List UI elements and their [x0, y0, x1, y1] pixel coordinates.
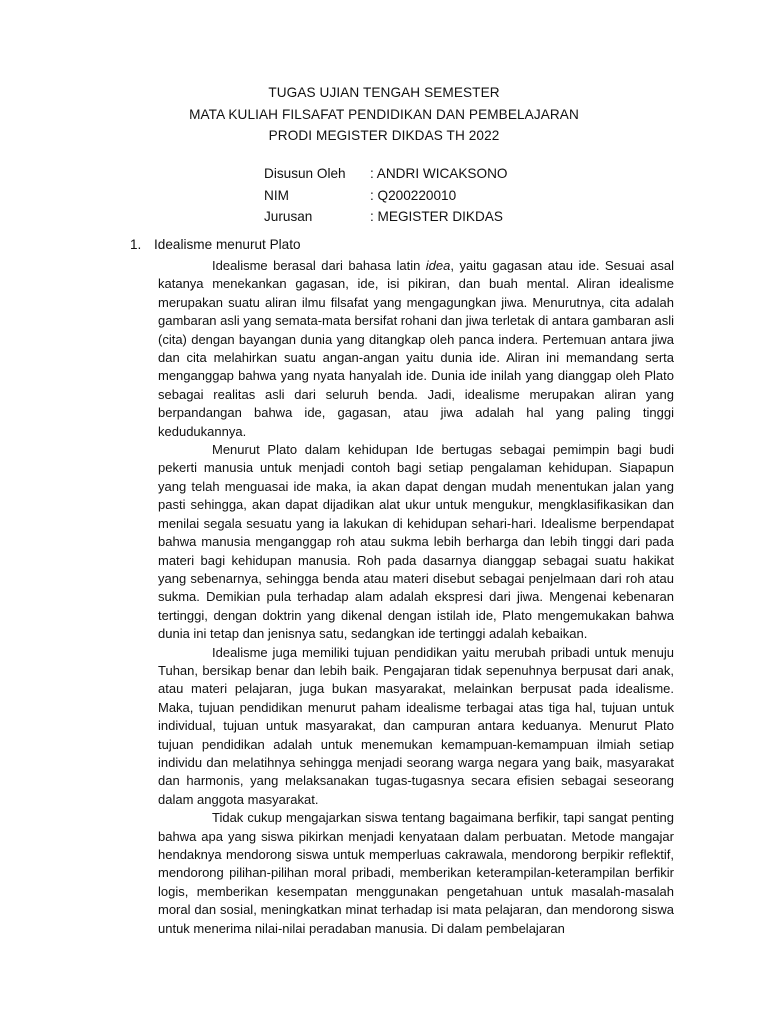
paragraph-1-start: Idealisme berasal dari bahasa latin [212, 258, 426, 273]
department-value: : MEGISTER DIKDAS [370, 209, 503, 224]
document-heading-line-3: PRODI MEGISTER DIKDAS TH 2022 [268, 128, 500, 143]
author-name-value: : ANDRI WICAKSONO [370, 166, 508, 181]
paragraph-2: Menurut Plato dalam kehidupan Ide bertugas sebagai pemimpin bagi budi pekerti manusia untuk menjadi contoh bagi setiap pengalaman kehidupan. Siapapun yang telah menguasai ide maka, ia akan dapat dengan mudah menentukan jalan yang pasti sehingga, akan dapat dijadikan alat ukur untuk mengukur, mengklasifikasikan dan menilai segala sesuatu yang ia lakukan di kehidupan sehari-hari. Idealisme berpendapat bahwa manusia menganggap roh atau sukma lebih berharga dan lebih tinggi dari pada materi bagi kehidupan manusia. Roh pada dasarnya dianggap sebagai suatu hakikat yang sebenarnya, sehingga benda atau materi disebut sebagai penjelmaan dari roh atau sukma. Demikian pula terhadap alam adalah ekspresi dari jiwa. Mengenai kebenaran tertinggi, dengan doktrin yang dikenal dengan istilah ide, Plato mengemukakan bahwa dunia ini tetap dan jenisnya satu, sedangkan ide tertinggi adalah kebaikan. [158, 442, 674, 642]
paragraph-4: Tidak cukup mengajarkan siswa tentang bagaimana berfikir, tapi sangat penting bahwa apa yang siswa pikirkan menjadi kenyataan dalam perbuatan. Metode mangajar hendaknya mendorong siswa untuk memperluas cakrawala, mendorong berpikir reflektif, mendorong pilihan-pilihan moral pribadi, memberikan keterampilan-keterampilan berfikir logis, memberikan kesempatan menggunakan pengetahuan untuk masalah-masalah moral dan sosial, meningkatkan minat terhadap isi mata pelajaran, dan mendorong siswa untuk menerima nilai-nilai peradaban manusia. Di dalam pembelajaran [158, 810, 674, 936]
student-id-label: NIM [264, 187, 289, 203]
paragraph-1-rest: , yaitu gagasan atau ide. Sesuai asal katanya menekankan gagasan, ide, isi pikiran, dan buah mental. Aliran idealisme merupakan suatu aliran ilmu filsafat yang mengagungkan jiwa. Menurutnya, cita adalah gambaran asli yang semata-mata bersifat rohani dan jiwa terletak di antara gambaran asli (cita) dengan bayangan dunia yang ditangkap oleh panca indera. Pertemuan antara jiwa dan cita melahirkan suatu angan-angan yaitu dunia ide. Aliran ini memandang serta menganggap bahwa yang nyata hanyalah ide. Dunia ide inilah yang dianggap oleh Plato sebagai realitas asli dari seluruh benda. Jadi, idealisme merupakan aliran yang berpandangan bahwa ide, gagasan, atau jiwa adalah hal yang paling tinggi kedudukannya. [158, 258, 674, 439]
department-row [264, 206, 507, 228]
section-number: 1. [130, 237, 142, 252]
student-id-row [264, 185, 507, 207]
document-body [158, 257, 674, 938]
document-heading-line-1: TUGAS UJIAN TENGAH SEMESTER [268, 85, 500, 100]
paragraph-1 [158, 257, 674, 441]
section-heading [130, 236, 301, 254]
paragraph-1-italic-term: idea [425, 258, 451, 273]
document-heading-line-2: MATA KULIAH FILSAFAT PENDIDIKAN DAN PEMBELAJARAN [189, 107, 579, 122]
author-name-label: Disusun Oleh [264, 166, 346, 181]
student-id-value: : Q200220010 [370, 187, 457, 203]
department-label: Jurusan [264, 209, 313, 224]
paragraph-3: Idealisme juga memiliki tujuan pendidikan yaitu merubah pribadi untuk menuju Tuhan, bersikap benar dan lebih baik. Pengajaran tidak sepenuhnya berpusat dari anak, atau materi pelajaran, juga bukan masyarakat, melainkan berpusat pada idealisme. Maka, tujuan pendidikan menurut paham idealisme terbagai atas tiga hal, tujuan untuk individual, tujuan untuk masyarakat, dan campuran antara keduanya. Menurut Plato tujuan pendidikan adalah untuk menemukan kemampuan-kemampuan ilmiah setiap individu dan melatihnya sehingga menjadi seorang warga negara yang baik, masyarakat dan harmonis, yang melaksanakan tugas-tugasnya secara efisien sebagai seseorang dalam anggota masyarakat. [158, 644, 674, 807]
section-title-text: Idealisme menurut Plato [154, 237, 301, 252]
author-info [264, 163, 507, 228]
author-name-row [264, 163, 507, 185]
